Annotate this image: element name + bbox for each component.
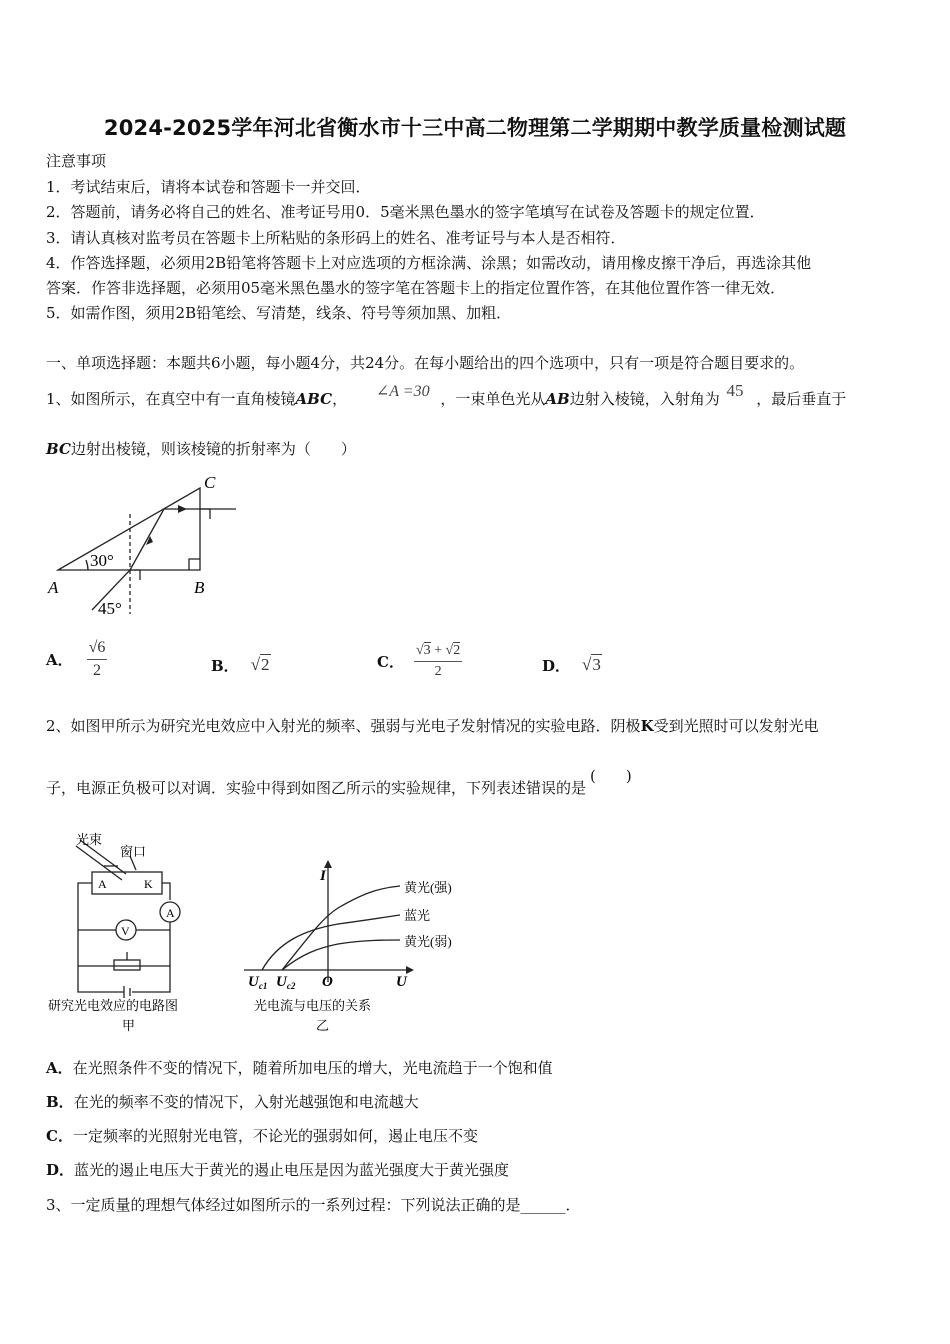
q1-option-c-plus: +: [430, 642, 446, 658]
circuit-caption: 研究光电效应的电路图: [48, 998, 179, 1013]
vertex-b-label: B: [194, 578, 205, 597]
right-angle-mark-exit: [200, 509, 210, 519]
notice-heading: 注意事项: [46, 152, 107, 170]
q1-option-c-radicand-a: 3: [423, 642, 431, 658]
anode-label: A: [98, 877, 107, 891]
axis-i-label: I: [320, 868, 326, 884]
q1-option-a-num: √6: [87, 639, 108, 660]
label-yellow-strong: 黄光(强): [404, 880, 452, 895]
q1-option-c-fraction: [414, 643, 462, 680]
q1-text-2: ，: [332, 390, 348, 408]
q1-text-6: 边射出棱镜，则该棱镜的折射率为（ ）: [70, 440, 356, 458]
q2-option-c-label: C．: [46, 1127, 73, 1145]
q2-option-d-text: 蓝光的遏止电压大于黄光的遏止电压是因为蓝光强度大于黄光强度: [74, 1161, 510, 1179]
notice-item-2: 2．答题前，请务必将自己的姓名、准考证号用0．5毫米黑色墨水的签字笔填写在试卷及答题卡的规定位置．: [46, 203, 765, 221]
q1-option-a-den: 2: [93, 661, 102, 679]
q1-text-4: 边射入棱镜，入射角为: [569, 390, 720, 408]
q1-option-d-value: √3: [582, 655, 601, 674]
uc1-label: [248, 974, 267, 991]
notice-item-5: 5．如需作图，须用2B铅笔绘、写清楚，线条、符号等须加黑、加粗．: [46, 304, 512, 322]
curve-blue: [262, 915, 400, 970]
q1-option-a-fraction: [87, 639, 108, 680]
q1-option-b[interactable]: [211, 645, 271, 685]
section-heading: 一、单项选择题：本题共6小题，每小题4分，共24分。在每小题给出的四个选项中，只有一项是符合题目要求的。: [46, 354, 805, 372]
vertex-c-label: C: [204, 473, 216, 492]
uc2-label: [276, 974, 296, 991]
window-label: 窗口: [120, 844, 147, 859]
uc2-main: U: [276, 974, 287, 990]
q1-stem: [46, 381, 847, 409]
q2-option-b-label: B．: [46, 1093, 74, 1111]
circuit-tag: 甲: [122, 1018, 136, 1033]
q2-option-b-text: 在光的频率不变的情况下，入射光越强饱和电流越大: [73, 1093, 419, 1111]
q2-option-a-label: A．: [46, 1059, 73, 1077]
q1-option-b-radicand: 2: [261, 655, 270, 674]
circuit-figure: [44, 826, 224, 1036]
q2-k: K: [640, 717, 654, 735]
notice-item-3: 3．请认真核对监考员在答题卡上所粘贴的条形码上的姓名、准考证号与本人是否相符．: [46, 229, 626, 247]
curve-yellow-weak: [282, 940, 400, 970]
q1-angle-45: 45: [726, 381, 744, 400]
q1-option-c-label: C．: [377, 652, 404, 671]
label-yellow-weak: 黄光(弱): [404, 934, 452, 949]
q2-stem-cont: [46, 767, 632, 798]
q2-stem: [46, 715, 819, 736]
battery-plates: [124, 986, 130, 998]
q2-option-d[interactable]: [46, 1159, 509, 1180]
circuit-top-left: [78, 883, 92, 966]
beam-label: 光束: [76, 832, 103, 847]
q1-option-b-value: √2: [250, 655, 270, 674]
origin-label: O: [322, 974, 333, 990]
uc1-main: U: [248, 974, 259, 990]
angle-45-label: 45°: [98, 599, 122, 618]
angle-30-label: 30°: [90, 551, 114, 570]
notice-item-4: 4．作答选择题，必须用2B铅笔将答题卡上对应选项的方框涂满、涂黑；如需改动，请用橡皮擦干净后，再选涂其他: [46, 254, 812, 272]
graph-tag: 乙: [316, 1018, 330, 1033]
q2-option-a-text: 在光照条件不变的情况下，随着所加电压的增大，光电流趋于一个饱和值: [72, 1059, 553, 1077]
q2-option-c-text: 一定频率的光照射光电管，不论光的强弱如何，遏止电压不变: [72, 1127, 478, 1145]
notice-item-4-cont: 答案．作答非选择题，必须用05毫米黑色墨水的签字笔在答题卡上的指定位置作答，在其他位置作答一律无效．: [46, 279, 786, 297]
q1-option-d-label: D．: [542, 656, 571, 675]
q1-bc: BC: [46, 440, 71, 458]
right-angle-mark-normal: [130, 570, 140, 580]
q1-option-d-radicand: 3: [592, 655, 601, 674]
label-blue: 蓝光: [404, 908, 431, 923]
q1-option-b-label: B．: [211, 656, 239, 675]
circuit-top-right: [162, 883, 170, 900]
uc2-sub: c2: [286, 981, 296, 991]
q2-option-b[interactable]: [46, 1091, 419, 1112]
q1-option-a-label: A．: [46, 650, 73, 669]
q1-option-c-radicand-b: 2: [453, 642, 461, 658]
q1-abc: ABC: [295, 390, 333, 408]
y-axis-arrow: [324, 860, 332, 868]
q3-stem: 3、一定质量的理想气体经过如图所示的一系列过程：下列说法正确的是______．: [46, 1196, 581, 1214]
right-angle-mark-b: [189, 559, 200, 570]
x-axis-arrow: [406, 966, 414, 974]
q2-option-a[interactable]: [46, 1057, 553, 1078]
q1-option-a[interactable]: [46, 631, 107, 687]
q1-ab: AB: [545, 390, 570, 408]
page-title: 2024-2025学年河北省衡水市十三中高二物理第二学期期中教学质量检测试题: [103, 116, 847, 140]
vertex-a-label: A: [48, 578, 59, 597]
q2-text-1: 2、如图甲所示为研究光电效应中入射光的频率、强弱与光电子发射情况的实验电路．阴极: [46, 717, 641, 735]
axis-u-label: U: [396, 974, 407, 990]
ammeter-label: A: [166, 906, 175, 920]
iv-graph: [238, 860, 478, 1036]
prism-triangle: [58, 488, 200, 570]
uc1-sub: c1: [258, 981, 268, 991]
q2-text-2: 受到光照时可以发射光电: [653, 717, 819, 735]
voltmeter-label: V: [121, 924, 130, 938]
q1-text-1: 1、如图所示，在真空中有一直角棱镜: [46, 390, 296, 408]
ray-arrow-2: [178, 505, 187, 513]
prism-figure: [40, 466, 250, 626]
q1-option-c-den: 2: [434, 663, 442, 679]
q2-option-c[interactable]: [46, 1125, 478, 1146]
notice-item-1: 1．考试结束后，请将本试卷和答题卡一并交回．: [46, 178, 371, 196]
q1-text-5: ，最后垂直于: [756, 390, 847, 408]
q2-option-d-label: D．: [46, 1161, 75, 1179]
q1-angle-a: ∠A =30: [375, 383, 430, 400]
q1-option-c[interactable]: [377, 636, 462, 686]
angle-30-arc: [86, 560, 88, 570]
graph-caption: 光电流与电压的关系: [254, 998, 372, 1013]
q2-paren: ( ): [590, 767, 632, 785]
cathode-label: K: [144, 877, 153, 891]
q1-text-3: ，一束单色光从: [440, 390, 546, 408]
q2-text-3: 子，电源正负极可以对调．实验中得到如图乙所示的实验规律，下列表述错误的是: [46, 779, 587, 797]
rheostat: [114, 960, 140, 970]
q1-option-c-num: √3 + √2: [414, 643, 462, 662]
q1-option-d[interactable]: [542, 645, 602, 685]
q1-stem-cont: [46, 438, 356, 459]
